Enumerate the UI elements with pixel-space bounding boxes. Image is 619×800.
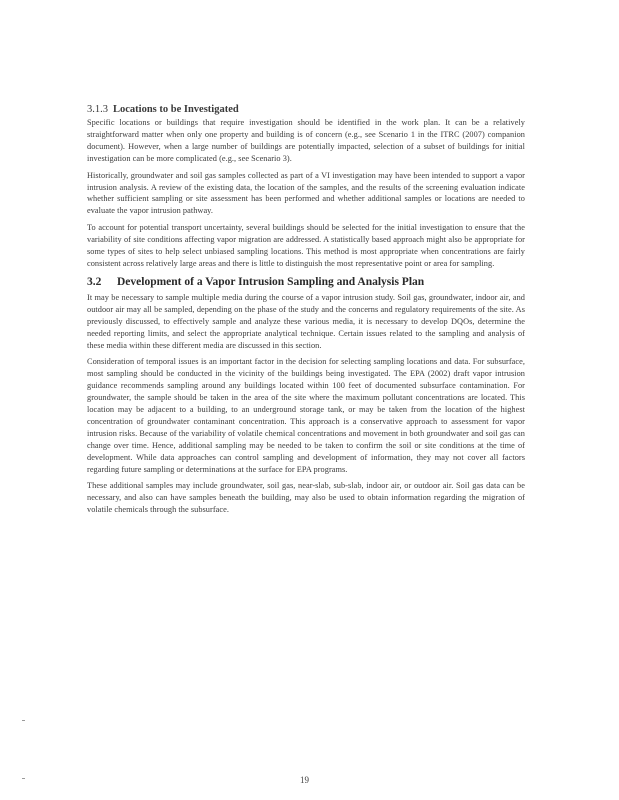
page-number: 19 (300, 775, 309, 785)
paragraph: Specific locations or buildings that require investigation should be identified in the work plan. It can be a relatively straightforward matter when only one property and building is of concern (e.g., see Scenario 1 in the ITRC (2007) companion document). However, when a large number of buildings are potentially impacted, selection of a subset of buildings for initial investigation can be more complicated (e.g., see Scenario 3). (87, 118, 525, 163)
scan-mark (22, 778, 25, 779)
scan-mark (22, 720, 25, 721)
subsection-title: Locations to be Investigated (113, 104, 239, 115)
section-title: Development of a Vapor Intrusion Sampling and Analysis Plan (117, 275, 425, 288)
section-number: 3.2 (87, 275, 102, 288)
subsection-heading (87, 103, 525, 116)
paragraph: To account for potential transport uncertainty, several buildings should be selected for the initial investigation to ensure that the variability of site conditions affecting vapor migration are addressed. A statistically based approach might also be appropriate for some types of sites to help select unbiased sampling locations. This method is most appropriate when concentrations are fairly consistent across relatively large areas and there is little to distinguish the most representative point or area for sampling. (87, 223, 525, 268)
paragraph: These additional samples may include groundwater, soil gas, near-slab, sub-slab, indoor air, or outdoor air. Soil gas data can be necessary, and also can have samples beneath the building, may also be used to obtain information regarding the migration of volatile chemicals through the subsurface. (87, 481, 525, 515)
paragraph: Consideration of temporal issues is an important factor in the decision for selecting sampling locations and data. For subsurface, most sampling should be conducted in the vicinity of the buildings being investigated. The EPA (2002) draft vapor intrusion guidance recommends sampling around any buildings located within 100 feet of documented subsurface contamination. For groundwater, the sample should be taken in the area of the site where the maximum pollutant concentrations are located. This location may be adjacent to a building, to an underground storage tank, or may be taken from the location of the highest concentration of groundwater contaminant concentration. This approach is a conservative approach to assessment for vapor intrusion risks. Because of the variability of volatile chemical concentrations and movement in both groundwater and soil gas can change over time. Hence, additional sampling may be needed to be taken to confirm the soil or site conditions at the time of development. While data approaches can control sampling and development of information, they may not cover all factors regarding future sampling or determinations at the surface for EPA programs. (87, 357, 525, 474)
section-heading (87, 275, 525, 289)
paragraph: Historically, groundwater and soil gas samples collected as part of a VI investigation may have been intended to support a vapor intrusion analysis. A review of the existing data, the location of the samples, and the results of the screening evaluation indicate whether sufficient sampling or site assessment has been performed and whether additional samples or locations are needed to evaluate the vapor intrusion pathway. (87, 170, 525, 216)
paragraph: It may be necessary to sample multiple media during the course of a vapor intrusion study. Soil gas, groundwater, indoor air, and outdoor air may all be sampled, depending on the phase of the study and the concerns and regulatory requirements of the site. As previously discussed, to effectively sample and analyze these various media, it is necessary to develop DQOs, determine the needed reporting limits, and select the appropriate analytical technique. Certain issues related to the sampling and analysis of these media within these different media are discussed in this section. (87, 292, 525, 350)
page-content (87, 103, 525, 521)
subsection-number: 3.1.3 (87, 104, 108, 115)
